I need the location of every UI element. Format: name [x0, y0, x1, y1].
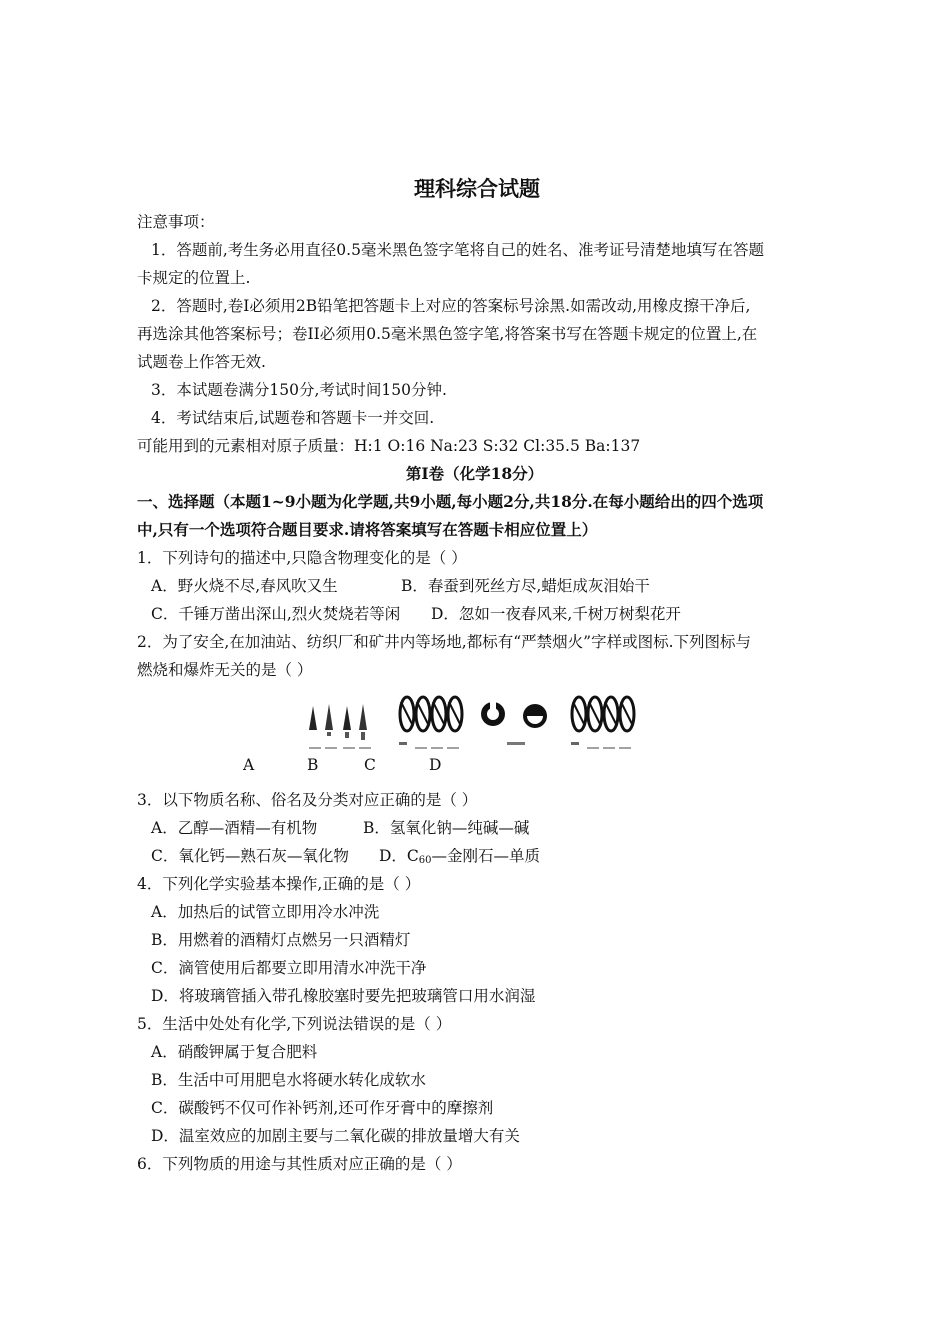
question-5-stem: 5．生活中处处有化学,下列说法错误的是（ ） [137, 1015, 452, 1033]
sign-group-d [571, 697, 634, 748]
question-4-stem: 4．下列化学实验基本操作,正确的是（ ） [137, 875, 421, 893]
sign-label-b: B [307, 756, 319, 774]
sign-label-d: D [429, 756, 442, 774]
section-title: 第Ⅰ卷（化学18分） [405, 464, 544, 483]
option-b: B．氢氧化钠—纯碱—碱 [363, 819, 530, 837]
question-1-stem: 1．下列诗句的描述中,只隐含物理变化的是（ ） [137, 549, 467, 567]
notice-item: 2．答题时,卷I必须用2B铅笔把答题卡上对应的答案标号涂黑.如需改动,用橡皮擦干净后, [151, 297, 751, 315]
option-a: A．乙醇—酒精—有机物 [151, 819, 318, 837]
option-c: C．氧化钙—熟石灰—氧化物 [151, 847, 349, 865]
notice-item: 卡规定的位置上. [137, 269, 251, 287]
notice-item: 3．本试题卷满分150分,考试时间150分钟. [151, 381, 447, 399]
sign-group-a [309, 704, 371, 748]
option-c: C．滴管使用后都要立即用清水冲洗干净 [151, 959, 427, 977]
option-d: D．$C_{60}—$金刚石—单质 [379, 847, 541, 866]
question-1-options-cd [137, 600, 812, 628]
notice-item: 试题卷上作答无效. [137, 353, 266, 371]
option-a: A．加热后的试管立即用冷水冲洗 [151, 903, 380, 921]
sign-group-b [399, 697, 462, 748]
sign-group-c [481, 702, 547, 745]
atomic-masses: 可能用到的元素相对原子质量：H:1 O:16 Na:23 S:32 Cl:35.5 Ba:137 [137, 437, 641, 455]
safety-signs-figure [137, 692, 812, 756]
question-1-options-ab [137, 572, 812, 600]
option-a: A．野火烧不尽,春风吹又生 [151, 577, 338, 595]
notice-heading: 注意事项： [137, 213, 215, 231]
sign-label-c: C [364, 756, 376, 774]
option-d: D．忽如一夜春风来,千树万树梨花开 [431, 605, 681, 623]
question-2-stem: 燃烧和爆炸无关的是（ ） [137, 661, 313, 679]
option-c: C．千锤万凿出深山,烈火焚烧若等闲 [151, 605, 401, 623]
notice-item: 1．答题前,考生务必用直径0.5毫米黑色签字笔将自己的姓名、准考证号清楚地填写在答题 [151, 241, 764, 259]
question-2-stem: 2．为了安全,在加油站、纺织厂和矿井内等场地,都标有“严禁烟火”字样或图标.下列图标与 [137, 633, 751, 651]
section-instructions: 中,只有一个选项符合题目要求.请将答案填写在答题卡相应位置上） [137, 520, 598, 539]
notice-item: 4．考试结束后,试题卷和答题卡一并交回. [151, 409, 435, 427]
option-d: D．温室效应的加剧主要与二氧化碳的排放量增大有关 [151, 1127, 520, 1145]
question-3-options-cd [137, 842, 812, 870]
question-6-stem: 6．下列物质的用途与其性质对应正确的是（ ） [137, 1155, 462, 1173]
option-b: B．生活中可用肥皂水将硬水转化成软水 [151, 1071, 426, 1089]
sign-label-a: A [243, 756, 255, 774]
option-a: A．硝酸钾属于复合肥料 [151, 1043, 318, 1061]
option-b: B．用燃着的酒精灯点燃另一只酒精灯 [151, 931, 411, 949]
question-3-stem: 3．以下物质名称、俗名及分类对应正确的是（ ） [137, 791, 478, 809]
page-title: 理科综合试题 [414, 176, 540, 201]
exam-page [137, 170, 812, 1178]
section-instructions: 一、选择题（本题1~9小题为化学题,共9小题,每小题2分,共18分.在每小题给出的四个选项 [137, 492, 764, 511]
safety-signs-image [137, 692, 812, 756]
option-d: D．将玻璃管插入带孔橡胶塞时要先把玻璃管口用水润湿 [151, 987, 536, 1005]
sign-labels [137, 756, 812, 786]
notice-item: 再选涂其他答案标号；卷II必须用0.5毫米黑色签字笔,将答案书写在答题卡规定的位置上,在 [137, 325, 758, 343]
option-c: C．碳酸钙不仅可作补钙剂,还可作牙膏中的摩擦剂 [151, 1099, 494, 1117]
question-3-options-ab [137, 814, 812, 842]
option-b: B．春蚕到死丝方尽,蜡炬成灰泪始干 [401, 577, 650, 595]
